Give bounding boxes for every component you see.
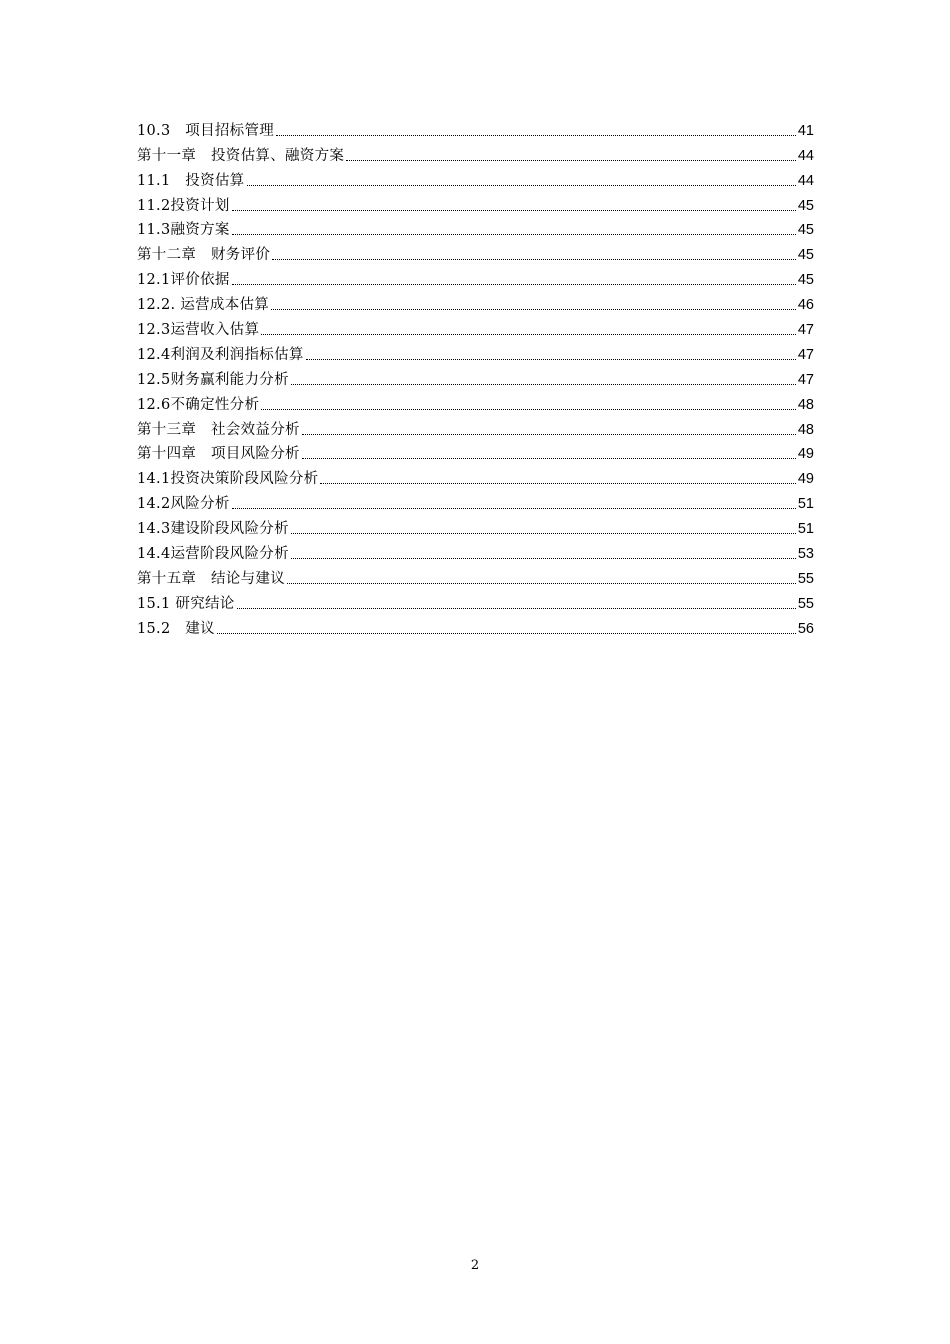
toc-entry[interactable] (137, 191, 814, 216)
toc-leader-dots (276, 134, 796, 136)
toc-leader-dots (232, 507, 796, 509)
toc-entry-title: 第十五章 结论与建议 (137, 570, 285, 587)
toc-entry[interactable] (137, 514, 814, 539)
toc-leader-dots (320, 482, 795, 484)
toc-leader-dots (232, 283, 796, 285)
toc-entry-page: 44 (797, 147, 814, 164)
toc-entry-page: 51 (797, 521, 814, 538)
toc-entry-page: 45 (797, 222, 814, 239)
toc-entry[interactable] (137, 141, 814, 166)
toc-entry-page: 47 (797, 346, 814, 363)
toc-leader-dots (271, 308, 796, 310)
toc-entry[interactable] (137, 365, 814, 390)
toc-entry-title: 11.2投资计划 (137, 197, 230, 214)
toc-entry-title: 12.1评价依据 (137, 272, 230, 289)
toc-entry-title: 14.1投资决策阶段风险分析 (137, 471, 319, 488)
toc-entry-page: 51 (797, 496, 814, 513)
toc-entry-page: 44 (797, 172, 814, 189)
toc-entry-title: 14.3建设阶段风险分析 (137, 521, 289, 538)
toc-entry-title: 12.2. 运营成本估算 (137, 297, 270, 314)
toc-entry[interactable] (137, 240, 814, 265)
page-number: 2 (470, 1258, 480, 1273)
toc-entry[interactable] (137, 340, 814, 365)
toc-entry-page: 45 (797, 247, 814, 264)
toc-leader-dots (261, 333, 796, 335)
toc-entry[interactable] (137, 539, 814, 564)
toc-entry-title: 第十四章 项目风险分析 (137, 446, 300, 463)
toc-leader-dots (346, 159, 796, 161)
toc-entry-title: 14.2风险分析 (137, 496, 230, 513)
toc-entry[interactable] (137, 116, 814, 141)
toc-entry-page: 53 (797, 546, 814, 563)
toc-entry-page: 48 (797, 421, 814, 438)
toc-leader-dots (217, 632, 796, 634)
toc-entry-page: 55 (797, 570, 814, 587)
toc-leader-dots (291, 383, 796, 385)
toc-entry[interactable] (137, 464, 814, 489)
toc-entry-title: 11.1 投资估算 (137, 172, 245, 189)
toc-entry[interactable] (137, 315, 814, 340)
toc-entry-page: 41 (797, 122, 814, 139)
toc-leader-dots (232, 233, 796, 235)
toc-entry-title: 12.3运营收入估算 (137, 322, 260, 339)
toc-entry-page: 47 (797, 371, 814, 388)
toc-entry[interactable] (137, 265, 814, 290)
table-of-contents (137, 116, 814, 639)
toc-leader-dots (302, 433, 796, 435)
toc-entry-page: 48 (797, 396, 814, 413)
toc-entry[interactable] (137, 614, 814, 639)
toc-entry[interactable] (137, 564, 814, 589)
toc-entry-title: 第十二章 财务评价 (137, 247, 271, 264)
toc-entry-title: 12.4利润及利润指标估算 (137, 346, 304, 363)
toc-leader-dots (232, 209, 796, 211)
toc-entry-page: 56 (797, 620, 814, 637)
toc-entry-page: 45 (797, 197, 814, 214)
toc-entry[interactable] (137, 589, 814, 614)
toc-entry-title: 第十三章 社会效益分析 (137, 421, 300, 438)
toc-entry[interactable] (137, 415, 814, 440)
toc-entry-title: 11.3融资方案 (137, 222, 230, 239)
toc-entry-title: 15.1 研究结论 (137, 595, 235, 612)
toc-leader-dots (291, 532, 796, 534)
toc-leader-dots (287, 582, 796, 584)
toc-leader-dots (237, 607, 796, 609)
toc-entry-title: 10.3 项目招标管理 (137, 122, 275, 139)
toc-entry-title: 14.4运营阶段风险分析 (137, 546, 289, 563)
toc-entry[interactable] (137, 216, 814, 241)
toc-leader-dots (302, 457, 796, 459)
toc-entry-page: 47 (797, 322, 814, 339)
toc-entry-page: 49 (797, 446, 814, 463)
toc-entry-title: 12.6不确定性分析 (137, 396, 260, 413)
toc-entry-title: 第十一章 投资估算、融资方案 (137, 147, 345, 164)
toc-leader-dots (247, 184, 796, 186)
toc-entry[interactable] (137, 290, 814, 315)
toc-entry-page: 49 (797, 471, 814, 488)
toc-leader-dots (272, 258, 796, 260)
toc-entry-page: 45 (797, 272, 814, 289)
toc-leader-dots (306, 358, 796, 360)
toc-entry-title: 12.5财务赢利能力分析 (137, 371, 289, 388)
toc-entry-page: 55 (797, 595, 814, 612)
toc-entry[interactable] (137, 390, 814, 415)
toc-leader-dots (261, 408, 796, 410)
toc-entry[interactable] (137, 489, 814, 514)
toc-entry[interactable] (137, 440, 814, 465)
toc-entry-title: 15.2 建议 (137, 620, 215, 637)
toc-entry-page: 46 (797, 297, 814, 314)
toc-entry[interactable] (137, 166, 814, 191)
toc-leader-dots (291, 557, 796, 559)
